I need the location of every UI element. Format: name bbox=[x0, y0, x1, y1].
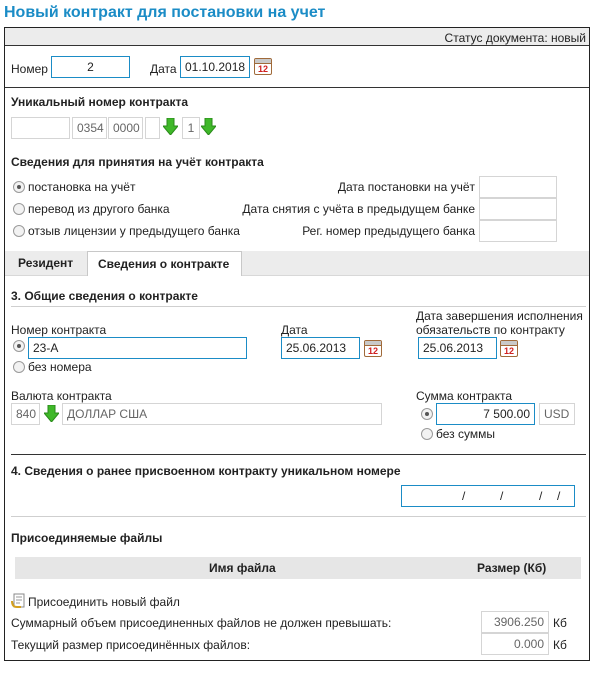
calendar-icon[interactable]: 12 bbox=[254, 58, 272, 75]
arrow-down-icon[interactable] bbox=[201, 118, 216, 135]
unique-number-heading: Уникальный номер контракта bbox=[11, 95, 189, 109]
current-size-value: 0.000 bbox=[481, 633, 549, 655]
previous-bank-reg-input[interactable] bbox=[479, 220, 557, 242]
deregistration-date-label: Дата снятия с учёта в предыдущем банке bbox=[242, 202, 475, 216]
previous-bank-reg-label: Рег. номер предыдущего банка bbox=[302, 224, 475, 238]
divider bbox=[5, 87, 589, 88]
radio-registration-label: постановка на учёт bbox=[28, 180, 136, 194]
calendar-icon[interactable]: 12 bbox=[500, 340, 518, 357]
contract-number-label: Номер контракта bbox=[11, 323, 107, 337]
radio-license-revoked[interactable] bbox=[13, 225, 25, 237]
radio-transfer-label: перевод из другого банка bbox=[28, 202, 170, 216]
registration-heading: Сведения для принятия на учёт контракта bbox=[11, 155, 264, 169]
divider bbox=[11, 306, 586, 307]
contract-date-label: Дата bbox=[281, 323, 308, 337]
unique-number-part1[interactable] bbox=[11, 117, 70, 139]
contract-date-input[interactable]: 25.06.2013 bbox=[281, 337, 360, 359]
separator: / bbox=[500, 489, 504, 503]
contract-number-input[interactable]: 23-А bbox=[28, 337, 247, 359]
number-label: Номер bbox=[11, 62, 48, 76]
radio-registration[interactable] bbox=[13, 181, 25, 193]
separator: / bbox=[462, 489, 466, 503]
number-input[interactable]: 2 bbox=[51, 56, 130, 78]
column-file-size: Размер (Кб) bbox=[477, 561, 547, 575]
current-size-unit: Кб bbox=[553, 638, 567, 652]
page-title: Новый контракт для постановки на учет bbox=[4, 4, 326, 21]
end-date-label-line2: обязательств по контракту bbox=[416, 323, 565, 337]
no-number-label: без номера bbox=[28, 360, 92, 374]
calendar-icon[interactable]: 12 bbox=[364, 340, 382, 357]
unique-number-part2[interactable]: 0354 bbox=[72, 117, 107, 139]
sum-label: Сумма контракта bbox=[416, 389, 512, 403]
radio-transfer[interactable] bbox=[13, 203, 25, 215]
end-date-label-line1: Дата завершения исполнения bbox=[416, 309, 583, 323]
radio-with-sum[interactable] bbox=[421, 408, 433, 420]
total-limit-unit: Кб bbox=[553, 616, 567, 630]
separator: / bbox=[539, 489, 543, 503]
attach-file-icon[interactable] bbox=[11, 593, 27, 609]
files-heading: Присоединяемые файлы bbox=[11, 531, 163, 545]
separator: / bbox=[557, 489, 561, 503]
date-input[interactable]: 01.10.2018 bbox=[180, 56, 250, 78]
unique-number-part4[interactable] bbox=[145, 117, 160, 139]
tab-resident[interactable]: Резидент bbox=[18, 256, 74, 270]
divider bbox=[11, 516, 586, 517]
no-sum-label: без суммы bbox=[436, 427, 495, 441]
radio-no-sum[interactable] bbox=[421, 428, 433, 440]
document-status: Статус документа: новый bbox=[444, 31, 586, 45]
registration-date-input[interactable] bbox=[479, 176, 557, 198]
currency-code-input[interactable]: 840 bbox=[11, 403, 40, 425]
currency-name-field: ДОЛЛАР США bbox=[62, 403, 382, 425]
attach-file-link[interactable]: Присоединить новый файл bbox=[28, 595, 180, 609]
arrow-down-icon[interactable] bbox=[163, 118, 178, 135]
total-limit-label: Суммарный объем присоединенных файлов не должен превышать: bbox=[11, 616, 392, 630]
deregistration-date-input[interactable] bbox=[479, 198, 557, 220]
currency-label: Валюта контракта bbox=[11, 389, 112, 403]
unique-number-part3[interactable]: 0000 bbox=[108, 117, 143, 139]
arrow-down-icon[interactable] bbox=[44, 405, 59, 422]
divider bbox=[11, 454, 586, 455]
radio-no-number[interactable] bbox=[13, 361, 25, 373]
column-file-name: Имя файла bbox=[209, 561, 276, 575]
section3-heading: 3. Общие сведения о контракте bbox=[11, 289, 198, 303]
radio-contract-number[interactable] bbox=[13, 340, 25, 352]
section4-heading: 4. Сведения о ранее присвоенном контракту уникальном номере bbox=[11, 464, 401, 478]
current-size-label: Текущий размер присоединённых файлов: bbox=[11, 638, 251, 652]
registration-date-label: Дата постановки на учёт bbox=[337, 180, 475, 194]
total-limit-value: 3906.250 bbox=[481, 611, 549, 633]
sum-input[interactable]: 7 500.00 bbox=[436, 403, 535, 425]
unique-number-part5[interactable]: 1 bbox=[182, 117, 200, 139]
radio-license-revoked-label: отзыв лицензии у предыдущего банка bbox=[28, 224, 240, 238]
end-date-input[interactable]: 25.06.2013 bbox=[418, 337, 497, 359]
tab-contract-info[interactable]: Сведения о контракте bbox=[87, 251, 242, 276]
sum-currency-field: USD bbox=[539, 403, 575, 425]
previous-unique-number-input[interactable] bbox=[401, 485, 575, 507]
date-label: Дата bbox=[150, 62, 177, 76]
